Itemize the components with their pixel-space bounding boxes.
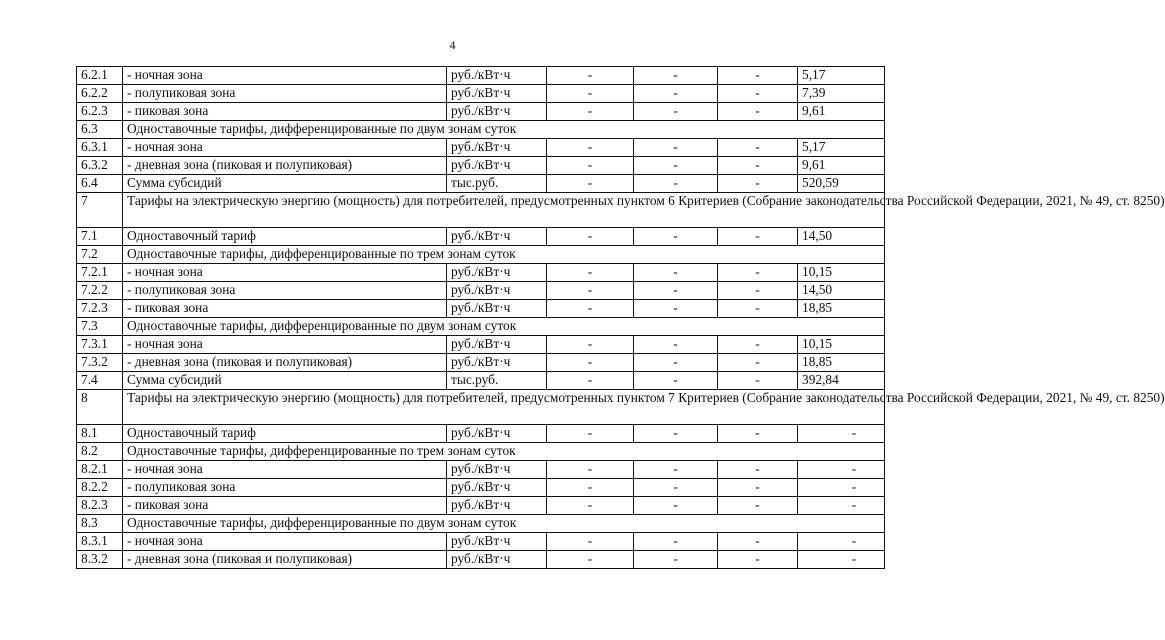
table-row [77,336,885,354]
unit-cell: руб./кВт·ч [447,139,547,157]
value-cell: - [634,282,718,300]
row-number-cell: 8.2.3 [77,497,123,515]
value-cell: - [547,85,634,103]
section-heading-cell: Одноставочные тарифы, дифференцированные по трем зонам суток [123,246,885,264]
value-cell: - [547,425,634,443]
table-row [77,533,885,551]
value-cell: - [718,551,798,569]
row-number-cell: 6.2.1 [77,67,123,85]
unit-cell: тыс.руб. [447,175,547,193]
value-cell: - [718,425,798,443]
value-cell: - [718,264,798,282]
row-number-cell: 7.2 [77,246,123,264]
tariff-value-cell: 392,84 [798,372,885,390]
value-cell: - [547,533,634,551]
value-cell: - [718,175,798,193]
value-cell: - [547,157,634,175]
value-cell: - [718,497,798,515]
row-number-cell: 8 [77,390,123,425]
table-row [77,479,885,497]
section-heading-cell: Одноставочные тарифы, дифференцированные по двум зонам суток [123,318,885,336]
table-row [77,390,885,425]
tariff-value-cell: - [798,461,885,479]
row-name-cell: Сумма субсидий [123,175,447,193]
row-number-cell: 7.1 [77,228,123,246]
value-cell: - [547,336,634,354]
value-cell: - [718,479,798,497]
row-name-cell: - полупиковая зона [123,282,447,300]
row-number-cell: 7.4 [77,372,123,390]
table-row [77,103,885,121]
tariff-table [76,66,1165,569]
row-name-cell: - ночная зона [123,139,447,157]
table-row [77,193,885,228]
row-number-cell: 6.4 [77,175,123,193]
value-cell: - [634,67,718,85]
value-cell: - [634,354,718,372]
value-cell: - [547,497,634,515]
row-number-cell: 7.2.2 [77,282,123,300]
value-cell: - [634,551,718,569]
unit-cell: руб./кВт·ч [447,67,547,85]
value-cell: - [718,85,798,103]
tariff-value-cell: - [798,497,885,515]
tariff-value-cell: 10,15 [798,336,885,354]
table-row [77,282,885,300]
section-heading-cell: Одноставочные тарифы, дифференцированные по двум зонам суток [123,515,885,533]
table-row [77,425,885,443]
tariff-value-cell: - [798,533,885,551]
row-name-cell: - пиковая зона [123,300,447,318]
row-name-cell: - ночная зона [123,67,447,85]
value-cell: - [718,157,798,175]
row-number-cell: 7.3.1 [77,336,123,354]
value-cell: - [634,479,718,497]
value-cell: - [718,372,798,390]
tariff-value-cell: 14,50 [798,282,885,300]
table-row [77,551,885,569]
row-name-cell: Одноставочный тариф [123,228,447,246]
table-row [77,121,885,139]
section-heading-cell: Тарифы на электрическую энергию (мощность) для потребителей, предусмотренных пунктом 6 Критериев (Собрание законодательства Российской Федерации, 2021, № 49, ст. 8250) [123,193,885,228]
row-number-cell: 6.2.2 [77,85,123,103]
unit-cell: руб./кВт·ч [447,300,547,318]
table-row [77,67,885,85]
value-cell: - [547,175,634,193]
row-number-cell: 8.2.1 [77,461,123,479]
row-name-cell: - ночная зона [123,533,447,551]
value-cell: - [547,300,634,318]
row-number-cell: 8.2.2 [77,479,123,497]
unit-cell: руб./кВт·ч [447,461,547,479]
value-cell: - [718,228,798,246]
row-number-cell: 7.3.2 [77,354,123,372]
section-heading-cell: Одноставочные тарифы, дифференцированные по трем зонам суток [123,443,885,461]
tariff-value-cell: - [798,551,885,569]
row-number-cell: 6.3.1 [77,139,123,157]
value-cell: - [634,264,718,282]
value-cell: - [718,282,798,300]
row-number-cell: 8.3.2 [77,551,123,569]
unit-cell: руб./кВт·ч [447,479,547,497]
tariff-value-cell: 9,61 [798,103,885,121]
section-heading-cell: Тарифы на электрическую энергию (мощность) для потребителей, предусмотренных пунктом 7 Критериев (Собрание законодательства Российской Федерации, 2021, № 49, ст. 8250) [123,390,885,425]
unit-cell: руб./кВт·ч [447,336,547,354]
table-row [77,461,885,479]
unit-cell: руб./кВт·ч [447,497,547,515]
tariff-value-cell: 18,85 [798,300,885,318]
table-row [77,372,885,390]
value-cell: - [547,228,634,246]
tariff-value-cell: 5,17 [798,139,885,157]
table-row [77,175,885,193]
value-cell: - [634,175,718,193]
unit-cell: руб./кВт·ч [447,103,547,121]
value-cell: - [718,139,798,157]
value-cell: - [634,300,718,318]
section-heading-cell: Одноставочные тарифы, дифференцированные по двум зонам суток [123,121,885,139]
row-number-cell: 6.3.2 [77,157,123,175]
value-cell: - [547,479,634,497]
value-cell: - [634,425,718,443]
row-name-cell: - дневная зона (пиковая и полупиковая) [123,157,447,175]
tariff-value-cell: - [798,479,885,497]
tariff-value-cell: 5,17 [798,67,885,85]
row-name-cell: - ночная зона [123,336,447,354]
tariff-value-cell: 7,39 [798,85,885,103]
unit-cell: руб./кВт·ч [447,228,547,246]
value-cell: - [718,354,798,372]
row-number-cell: 7 [77,193,123,228]
value-cell: - [718,300,798,318]
value-cell: - [634,228,718,246]
table-row [77,85,885,103]
table-row [77,139,885,157]
value-cell: - [634,372,718,390]
table-row [77,300,885,318]
value-cell: - [718,461,798,479]
unit-cell: руб./кВт·ч [447,533,547,551]
unit-cell: руб./кВт·ч [447,85,547,103]
tariff-value-cell: 520,59 [798,175,885,193]
table-row [77,246,885,264]
row-number-cell: 7.3 [77,318,123,336]
value-cell: - [718,533,798,551]
unit-cell: руб./кВт·ч [447,157,547,175]
table-row [77,318,885,336]
table-row [77,515,885,533]
unit-cell: руб./кВт·ч [447,354,547,372]
row-name-cell: Сумма субсидий [123,372,447,390]
value-cell: - [634,461,718,479]
table-row [77,228,885,246]
value-cell: - [634,85,718,103]
value-cell: - [547,139,634,157]
tariff-value-cell: 10,15 [798,264,885,282]
row-number-cell: 6.3 [77,121,123,139]
value-cell: - [547,551,634,569]
value-cell: - [718,67,798,85]
tariff-value-cell: 9,61 [798,157,885,175]
row-name-cell: - дневная зона (пиковая и полупиковая) [123,354,447,372]
table-row [77,497,885,515]
unit-cell: руб./кВт·ч [447,282,547,300]
row-number-cell: 6.2.3 [77,103,123,121]
value-cell: - [547,264,634,282]
value-cell: - [634,533,718,551]
tariff-value-cell: 14,50 [798,228,885,246]
row-name-cell: Одноставочный тариф [123,425,447,443]
value-cell: - [634,103,718,121]
row-name-cell: - пиковая зона [123,103,447,121]
page-number: 4 [449,38,456,52]
value-cell: - [718,336,798,354]
value-cell: - [718,103,798,121]
tariff-value-cell: - [798,425,885,443]
table-row [77,264,885,282]
value-cell: - [547,67,634,85]
value-cell: - [547,461,634,479]
row-number-cell: 8.1 [77,425,123,443]
row-number-cell: 8.3 [77,515,123,533]
value-cell: - [547,103,634,121]
value-cell: - [634,336,718,354]
unit-cell: руб./кВт·ч [447,264,547,282]
table-row [77,157,885,175]
unit-cell: руб./кВт·ч [447,551,547,569]
unit-cell: тыс.руб. [447,372,547,390]
row-number-cell: 7.2.3 [77,300,123,318]
table-row [77,354,885,372]
value-cell: - [547,372,634,390]
row-number-cell: 8.3.1 [77,533,123,551]
row-name-cell: - ночная зона [123,264,447,282]
row-name-cell: - полупиковая зона [123,479,447,497]
row-number-cell: 7.2.1 [77,264,123,282]
value-cell: - [547,354,634,372]
tariff-value-cell: 18,85 [798,354,885,372]
value-cell: - [634,139,718,157]
row-name-cell: - ночная зона [123,461,447,479]
unit-cell: руб./кВт·ч [447,425,547,443]
row-name-cell: - полупиковая зона [123,85,447,103]
table-row [77,443,885,461]
row-number-cell: 8.2 [77,443,123,461]
value-cell: - [547,282,634,300]
row-name-cell: - дневная зона (пиковая и полупиковая) [123,551,447,569]
row-name-cell: - пиковая зона [123,497,447,515]
value-cell: - [634,497,718,515]
value-cell: - [634,157,718,175]
